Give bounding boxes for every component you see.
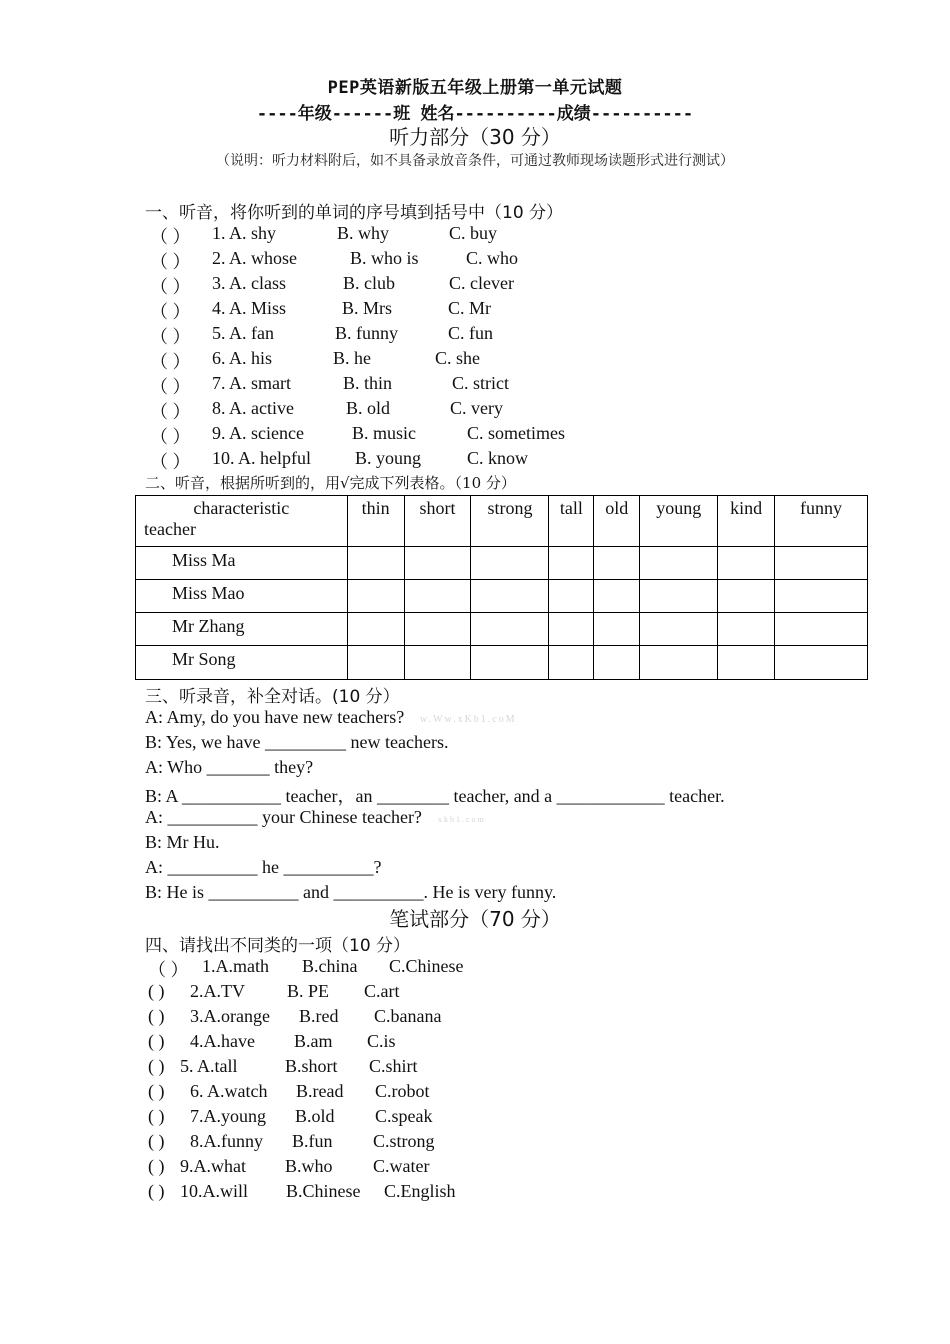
option-a: 8. A. active: [212, 398, 294, 418]
list-item: [0, 1131, 950, 1156]
column-header: old: [594, 496, 640, 547]
dialogue-line: B: Yes, we have _________ new teachers.: [145, 732, 449, 752]
option-a: 10. A. helpful: [212, 448, 311, 468]
section1-heading: 一、听音，将你听到的单词的序号填到括号中（10 分）: [145, 203, 564, 223]
option-c: C.banana: [374, 1006, 442, 1026]
dialogue-line: A: Amy, do you have new teachers?: [145, 707, 405, 727]
option-c: C. strict: [452, 373, 509, 393]
option-c: C.robot: [375, 1081, 430, 1101]
list-item: [0, 1156, 950, 1181]
teacher-name-cell: Miss Mao: [136, 580, 348, 613]
answer-bracket[interactable]: （ ）: [148, 960, 189, 980]
column-header: short: [404, 496, 471, 547]
option-c: C.English: [384, 1181, 456, 1201]
watermark: xkb1.com: [438, 815, 486, 824]
option-b: B. old: [346, 398, 391, 418]
option-b: B.Chinese: [286, 1181, 361, 1201]
column-header: kind: [718, 496, 775, 547]
option-b: B.red: [299, 1006, 339, 1026]
answer-bracket[interactable]: （ ）: [150, 377, 191, 397]
written-heading: 笔试部分（70 分）: [389, 907, 561, 931]
answer-bracket[interactable]: （ ）: [150, 302, 191, 322]
answer-bracket[interactable]: （ ）: [150, 427, 191, 447]
student-info-line: ----年级------班 姓名----------成绩----------: [256, 104, 694, 124]
answer-bracket[interactable]: （ ）: [150, 452, 191, 472]
list-item: [0, 1056, 950, 1081]
option-a: 4.A.have: [190, 1031, 255, 1051]
answer-bracket[interactable]: ( ): [148, 1156, 165, 1176]
option-b: B. music: [352, 423, 417, 443]
option-b: B. he: [333, 348, 371, 368]
check-cell[interactable]: [775, 613, 868, 646]
check-cell[interactable]: [347, 613, 404, 646]
option-b: B. who is: [350, 248, 419, 268]
option-c: C. who: [466, 248, 519, 268]
check-cell[interactable]: [404, 613, 471, 646]
check-cell[interactable]: [775, 646, 868, 680]
option-a: 8.A.funny: [190, 1131, 263, 1151]
list-item: [0, 956, 950, 981]
dialogue-line: B: He is __________ and __________. He is very funny.: [145, 882, 557, 902]
check-cell[interactable]: [549, 646, 594, 680]
option-a: 6. A.watch: [190, 1081, 268, 1101]
teacher-name-cell: Mr Song: [136, 646, 348, 680]
list-item: [0, 1081, 950, 1106]
column-header: tall: [549, 496, 594, 547]
option-c: C. sometimes: [467, 423, 565, 443]
check-cell[interactable]: [347, 547, 404, 580]
option-b: B.am: [294, 1031, 333, 1051]
check-cell[interactable]: [640, 613, 718, 646]
section3-heading: 三、听录音，补全对话。(10 分）: [145, 687, 400, 707]
option-a: 5. A. fan: [212, 323, 274, 343]
option-a: 9.A.what: [180, 1156, 246, 1176]
check-cell[interactable]: [718, 646, 775, 680]
option-c: C. she: [435, 348, 480, 368]
answer-bracket[interactable]: ( ): [148, 1031, 165, 1051]
check-cell[interactable]: [347, 646, 404, 680]
check-cell[interactable]: [718, 613, 775, 646]
dialogue-line: B: A ___________ teacher，an ________ teacher, and a ____________ teacher.: [145, 786, 725, 806]
table-row: [136, 580, 868, 613]
table-corner-cell: [136, 496, 348, 547]
option-a: 2. A. whose: [212, 248, 297, 268]
corner-characteristic: characteristic: [193, 498, 290, 518]
dialogue-line: A: __________ your Chinese teacher?: [145, 807, 422, 827]
list-item: [0, 223, 950, 248]
list-item: [0, 273, 950, 298]
check-cell[interactable]: [549, 580, 594, 613]
option-c: C.art: [364, 981, 400, 1001]
option-c: C.strong: [373, 1131, 435, 1151]
column-header: funny: [775, 496, 868, 547]
listening-heading: 听力部分（30 分）: [389, 125, 561, 149]
answer-bracket[interactable]: （ ）: [150, 352, 191, 372]
option-a: 5. A.tall: [180, 1056, 238, 1076]
option-a: 7. A. smart: [212, 373, 291, 393]
exam-title: PEP英语新版五年级上册第一单元试题: [327, 78, 623, 98]
check-cell[interactable]: [549, 613, 594, 646]
list-item: [0, 1106, 950, 1131]
list-item: [0, 1006, 950, 1031]
answer-bracket[interactable]: ( ): [148, 1181, 165, 1201]
option-b: B.old: [295, 1106, 335, 1126]
dialogue-line: A: Who _______ they?: [145, 757, 314, 777]
corner-teacher: teacher: [144, 519, 196, 539]
list-item: [0, 423, 950, 448]
answer-bracket[interactable]: ( ): [148, 1056, 165, 1076]
list-item: [0, 448, 950, 473]
answer-bracket[interactable]: ( ): [148, 1131, 165, 1151]
option-b: B. Mrs: [342, 298, 393, 318]
check-cell[interactable]: [404, 547, 471, 580]
option-b: B. thin: [343, 373, 393, 393]
list-item: [0, 1181, 950, 1206]
option-c: C. buy: [449, 223, 498, 243]
dialogue-line: A: __________ he __________?: [145, 857, 382, 877]
answer-bracket[interactable]: ( ): [148, 981, 165, 1001]
option-a: 2.A.TV: [190, 981, 245, 1001]
check-cell[interactable]: [594, 580, 640, 613]
check-cell[interactable]: [471, 580, 549, 613]
option-b: B.who: [285, 1156, 333, 1176]
answer-bracket[interactable]: （ ）: [150, 327, 191, 347]
listening-note: （说明：听力材料附后，如不具备录放音条件，可通过教师现场读题形式进行测试）: [216, 153, 734, 169]
characteristics-table: [135, 495, 868, 680]
teacher-name-cell: Miss Ma: [136, 547, 348, 580]
option-b: B.fun: [292, 1131, 333, 1151]
watermark: w.Ww.xKb1.coM: [420, 714, 517, 725]
check-cell[interactable]: [775, 580, 868, 613]
answer-bracket[interactable]: （ ）: [150, 227, 191, 247]
option-c: C.is: [367, 1031, 396, 1051]
option-b: B. funny: [335, 323, 398, 343]
dialogue-line: B: Mr Hu.: [145, 832, 220, 852]
section4-heading: 四、请找出不同类的一项（10 分）: [145, 936, 411, 956]
option-a: 10.A.will: [180, 1181, 249, 1201]
list-item: [0, 348, 950, 373]
list-item: [0, 248, 950, 273]
option-c: C.water: [373, 1156, 430, 1176]
option-c: C. very: [450, 398, 503, 418]
check-cell[interactable]: [718, 580, 775, 613]
table-row: [136, 613, 868, 646]
list-item: [0, 981, 950, 1006]
option-b: B. PE: [287, 981, 330, 1001]
answer-bracket[interactable]: ( ): [148, 1106, 165, 1126]
option-c: C. Mr: [448, 298, 492, 318]
option-a: 4. A. Miss: [212, 298, 287, 318]
option-b: B.short: [285, 1056, 338, 1076]
list-item: [0, 373, 950, 398]
check-cell[interactable]: [471, 646, 549, 680]
check-cell[interactable]: [549, 547, 594, 580]
answer-bracket[interactable]: （ ）: [150, 402, 191, 422]
check-cell[interactable]: [471, 547, 549, 580]
option-a: 6. A. his: [212, 348, 273, 368]
answer-bracket[interactable]: ( ): [148, 1081, 165, 1101]
check-cell[interactable]: [594, 613, 640, 646]
option-a: 1.A.math: [202, 956, 269, 976]
option-a: 3.A.orange: [190, 1006, 270, 1026]
check-cell[interactable]: [775, 547, 868, 580]
check-cell[interactable]: [347, 580, 404, 613]
check-cell[interactable]: [471, 613, 549, 646]
section2-heading: 二、听音，根据所听到的，用√完成下列表格。（10 分）: [145, 474, 516, 492]
list-item: [0, 398, 950, 423]
option-a: 1. A. shy: [212, 223, 277, 243]
column-header: young: [640, 496, 718, 547]
check-cell[interactable]: [640, 547, 718, 580]
option-b: B.china: [302, 956, 358, 976]
option-a: 7.A.young: [190, 1106, 266, 1126]
option-c: C. know: [467, 448, 529, 468]
check-cell[interactable]: [404, 580, 471, 613]
column-header: thin: [347, 496, 404, 547]
check-cell[interactable]: [640, 580, 718, 613]
option-c: C.speak: [375, 1106, 433, 1126]
check-cell[interactable]: [594, 646, 640, 680]
option-a: 9. A. science: [212, 423, 304, 443]
table-row: [136, 547, 868, 580]
teacher-name-cell: Mr Zhang: [136, 613, 348, 646]
table-header-row: [136, 496, 868, 547]
list-item: [0, 323, 950, 348]
answer-bracket[interactable]: （ ）: [150, 252, 191, 272]
check-cell[interactable]: [404, 646, 471, 680]
answer-bracket[interactable]: ( ): [148, 1006, 165, 1026]
list-item: [0, 298, 950, 323]
option-c: C. clever: [449, 273, 514, 293]
option-c: C.Chinese: [389, 956, 464, 976]
option-b: B. why: [337, 223, 390, 243]
option-b: B. young: [355, 448, 422, 468]
table-row: [136, 646, 868, 680]
option-b: B.read: [296, 1081, 344, 1101]
option-c: C.shirt: [369, 1056, 418, 1076]
option-b: B. club: [343, 273, 395, 293]
option-c: C. fun: [448, 323, 493, 343]
option-a: 3. A. class: [212, 273, 286, 293]
answer-bracket[interactable]: （ ）: [150, 277, 191, 297]
list-item: [0, 1031, 950, 1056]
check-cell[interactable]: [640, 646, 718, 680]
check-cell[interactable]: [594, 547, 640, 580]
check-cell[interactable]: [718, 547, 775, 580]
column-header: strong: [471, 496, 549, 547]
